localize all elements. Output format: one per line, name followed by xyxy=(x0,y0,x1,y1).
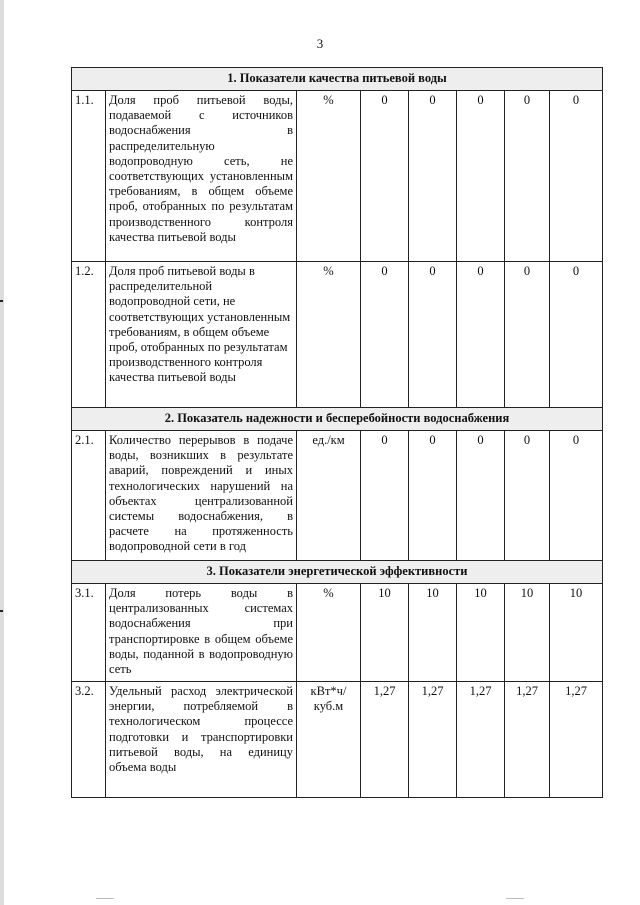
row-value: 0 xyxy=(361,91,409,262)
row-value: 0 xyxy=(505,262,550,408)
row-value: 10 xyxy=(550,584,603,682)
row-value: 0 xyxy=(505,91,550,262)
row-description: Доля потерь воды в централизованных системах водоснабжения при транспортировке в общем объеме воды, поданной в водопроводную сеть xyxy=(106,584,297,682)
row-description: Доля проб питьевой воды, подаваемой с источников водоснабжения в распределительную водопроводную сеть, не соответствующих установленным требованиям, в общем объеме проб, отобранных по результатам производственного контроля качества питьевой воды xyxy=(106,91,297,262)
row-value: 10 xyxy=(409,584,457,682)
table-row xyxy=(72,431,603,561)
row-value: 1,27 xyxy=(457,682,505,798)
indicators-table xyxy=(71,67,603,798)
row-value: 10 xyxy=(457,584,505,682)
table-row xyxy=(72,91,603,262)
section-header xyxy=(72,68,603,91)
row-value: 0 xyxy=(361,262,409,408)
row-value: 0 xyxy=(409,431,457,561)
row-number: 1.2. xyxy=(72,262,106,408)
scan-mark xyxy=(0,610,3,612)
section-header xyxy=(72,561,603,584)
row-unit: % xyxy=(297,584,361,682)
row-value: 0 xyxy=(361,431,409,561)
row-value: 10 xyxy=(505,584,550,682)
row-description: Количество перерывов в подаче воды, возникших в результате аварий, повреждений и иных технологических нарушений на объектах централизованной системы водоснабжения, в расчете на протяженность водопроводной сети в год xyxy=(106,431,297,561)
row-number: 1.1. xyxy=(72,91,106,262)
row-value: 0 xyxy=(457,262,505,408)
scan-mark xyxy=(96,898,114,905)
row-value: 0 xyxy=(550,91,603,262)
row-value: 0 xyxy=(550,431,603,561)
scan-left-edge xyxy=(0,0,4,905)
section-header xyxy=(72,408,603,431)
scan-mark xyxy=(506,898,524,905)
row-value: 0 xyxy=(550,262,603,408)
section-title: 2. Показатель надежности и бесперебойности водоснабжения xyxy=(72,408,603,431)
row-unit: % xyxy=(297,91,361,262)
row-unit: кВт*ч/ куб.м xyxy=(297,682,361,798)
row-value: 0 xyxy=(457,91,505,262)
row-number: 3.2. xyxy=(72,682,106,798)
row-description: Доля проб питьевой воды в распределительной водопроводной сети, не соответствующих установленным требованиям, в общем объеме проб, отобранных по результатам производственного контроля качества питьевой воды xyxy=(106,262,297,408)
row-value: 0 xyxy=(409,91,457,262)
row-description: Удельный расход электрической энергии, потребляемой в технологическом процессе подготовки и транспортировки питьевой воды, на единицу объема воды xyxy=(106,682,297,798)
row-value: 1,27 xyxy=(361,682,409,798)
table-row xyxy=(72,262,603,408)
row-number: 3.1. xyxy=(72,584,106,682)
page-number: 3 xyxy=(316,36,324,51)
row-value: 1,27 xyxy=(409,682,457,798)
section-title: 1. Показатели качества питьевой воды xyxy=(72,68,603,91)
row-unit: % xyxy=(297,262,361,408)
row-value: 0 xyxy=(457,431,505,561)
row-number: 2.1. xyxy=(72,431,106,561)
table-row xyxy=(72,682,603,798)
row-value: 1,27 xyxy=(505,682,550,798)
row-value: 1,27 xyxy=(550,682,603,798)
row-value: 10 xyxy=(361,584,409,682)
row-value: 0 xyxy=(409,262,457,408)
row-unit: ед./км xyxy=(297,431,361,561)
row-value: 0 xyxy=(505,431,550,561)
scan-mark xyxy=(0,300,3,302)
table-row xyxy=(72,584,603,682)
section-title: 3. Показатели энергетической эффективности xyxy=(72,561,603,584)
